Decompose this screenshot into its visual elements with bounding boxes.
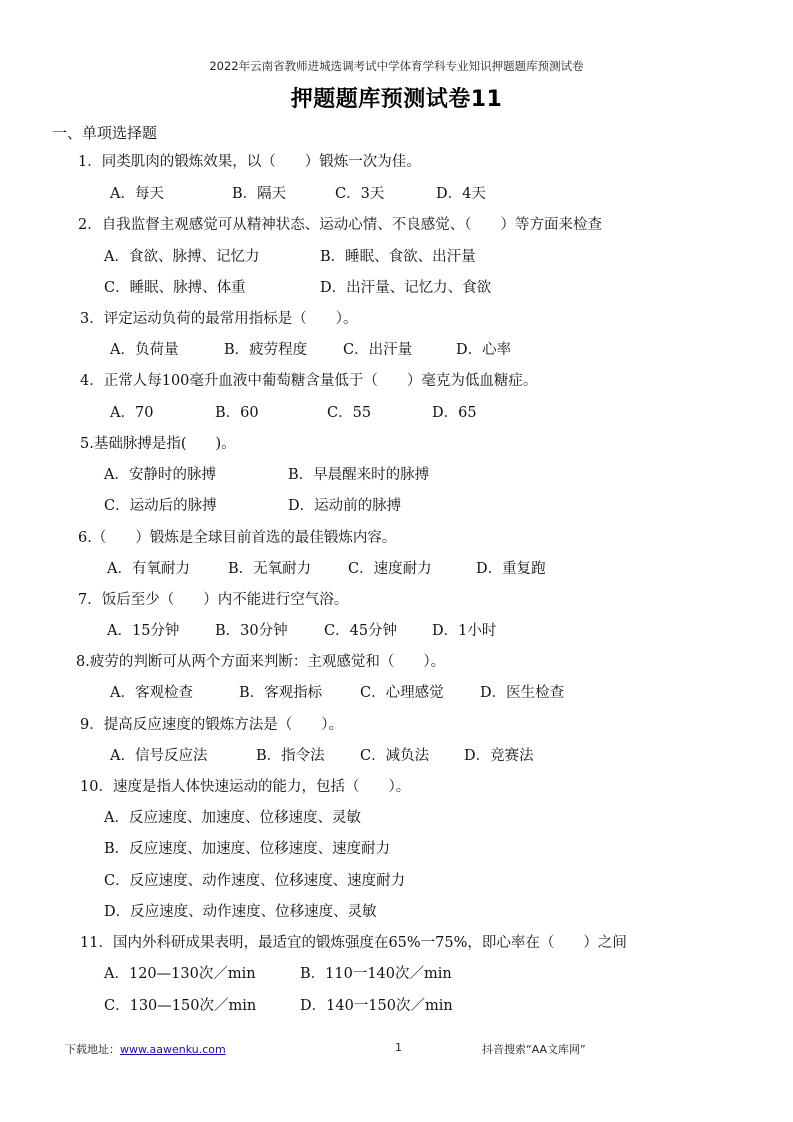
option: D．医生检查 — [480, 685, 565, 701]
option: C．130—150次／min — [104, 998, 257, 1014]
option: C．出汗量 — [343, 342, 413, 358]
option: C．心理感觉 — [360, 685, 444, 701]
option: C．速度耐力 — [348, 561, 432, 577]
page-number: 1 — [395, 1041, 402, 1054]
option: D．重复跑 — [476, 561, 546, 577]
option: A．信号反应法 — [110, 748, 208, 764]
option: D．140一150次／min — [300, 998, 453, 1014]
option: B．110一140次／min — [300, 966, 452, 982]
option: C．反应速度、动作速度、位移速度、速度耐力 — [104, 873, 406, 889]
option: A．食欲、脉搏、记忆力 — [104, 249, 260, 265]
question-stem: 2．自我监督主观感觉可从精神状态、运动心情、不良感觉、（ ）等方面来检查 — [78, 217, 602, 233]
option: D．竞赛法 — [464, 748, 534, 764]
option: A．70 — [110, 405, 154, 421]
option: C．睡眠、脉搏、体重 — [104, 280, 246, 296]
option: B．隔天 — [232, 186, 287, 202]
question-stem: 10．速度是指人体快速运动的能力，包括（ ）。 — [80, 779, 411, 795]
question-stem: 4．正常人每100毫升血液中葡萄糖含量低于（ ）毫克为低血糖症。 — [80, 373, 538, 389]
option: B．60 — [215, 405, 259, 421]
option: D．心率 — [456, 342, 512, 358]
page-title: 押题题库预测试卷11 — [290, 87, 503, 112]
option: A．安静时的脉搏 — [104, 467, 216, 483]
option: C．55 — [327, 405, 372, 421]
footer-download — [65, 1041, 226, 1057]
question-stem: 8.疲劳的判断可从两个方面来判断：主观感觉和（ ）。 — [76, 654, 446, 670]
question-stem: 7．饭后至少（ ）内不能进行空气浴。 — [78, 592, 349, 608]
download-label: 下载地址： — [65, 1043, 120, 1056]
option: D．反应速度、动作速度、位移速度、灵敏 — [104, 904, 377, 920]
option: B．30分钟 — [215, 623, 288, 639]
option: A．有氧耐力 — [107, 561, 190, 577]
option: B．客观指标 — [239, 685, 323, 701]
option: B．早晨醒来时的脉搏 — [288, 467, 430, 483]
question-stem: 6.（ ）锻炼是全球目前首选的最佳锻炼内容。 — [78, 530, 397, 546]
option: C．3天 — [335, 186, 385, 202]
option: D．65 — [432, 405, 477, 421]
question-stem: 5.基础脉搏是指( )。 — [80, 436, 236, 452]
option: B．指令法 — [256, 748, 325, 764]
section-heading: 一、单项选择题 — [52, 124, 158, 142]
option: B．无氧耐力 — [228, 561, 312, 577]
option: D．1小时 — [432, 623, 497, 639]
footer-right-text: 抖音搜索“AA文库网” — [482, 1043, 586, 1056]
option: C．减负法 — [360, 748, 430, 764]
page-header: 2022年云南省教师进城选调考试中学体育学科专业知识押题题库预测试卷 — [209, 59, 584, 73]
option: A．客观检查 — [110, 685, 193, 701]
download-link[interactable]: www.aawenku.com — [120, 1043, 226, 1056]
option: C．运动后的脉搏 — [104, 498, 217, 514]
option: D．4天 — [436, 186, 486, 202]
question-stem: 3．评定运动负荷的最常用指标是（ ）。 — [80, 311, 358, 327]
option: A．15分钟 — [107, 623, 180, 639]
option: A．负荷量 — [110, 342, 179, 358]
option: A．反应速度、加速度、位移速度、灵敏 — [104, 810, 361, 826]
option: D．出汗量、记忆力、食欲 — [320, 280, 492, 296]
option: C．45分钟 — [324, 623, 398, 639]
option: D．运动前的脉搏 — [288, 498, 402, 514]
question-stem: 9．提高反应速度的锻炼方法是（ ）。 — [80, 717, 343, 733]
question-stem: 11．国内外科研成果表明，最适宜的锻炼强度在65%一75%，即心率在（ ）之间 — [80, 935, 627, 951]
option: A．120—130次／min — [104, 966, 256, 982]
option: B．疲劳程度 — [224, 342, 308, 358]
option: B．反应速度、加速度、位移速度、速度耐力 — [104, 841, 391, 857]
question-stem: 1．同类肌肉的锻炼效果，以（ ）锻炼一次为佳。 — [78, 154, 421, 170]
option: B．睡眠、食欲、出汗量 — [320, 249, 476, 265]
option: A．每天 — [110, 186, 164, 202]
